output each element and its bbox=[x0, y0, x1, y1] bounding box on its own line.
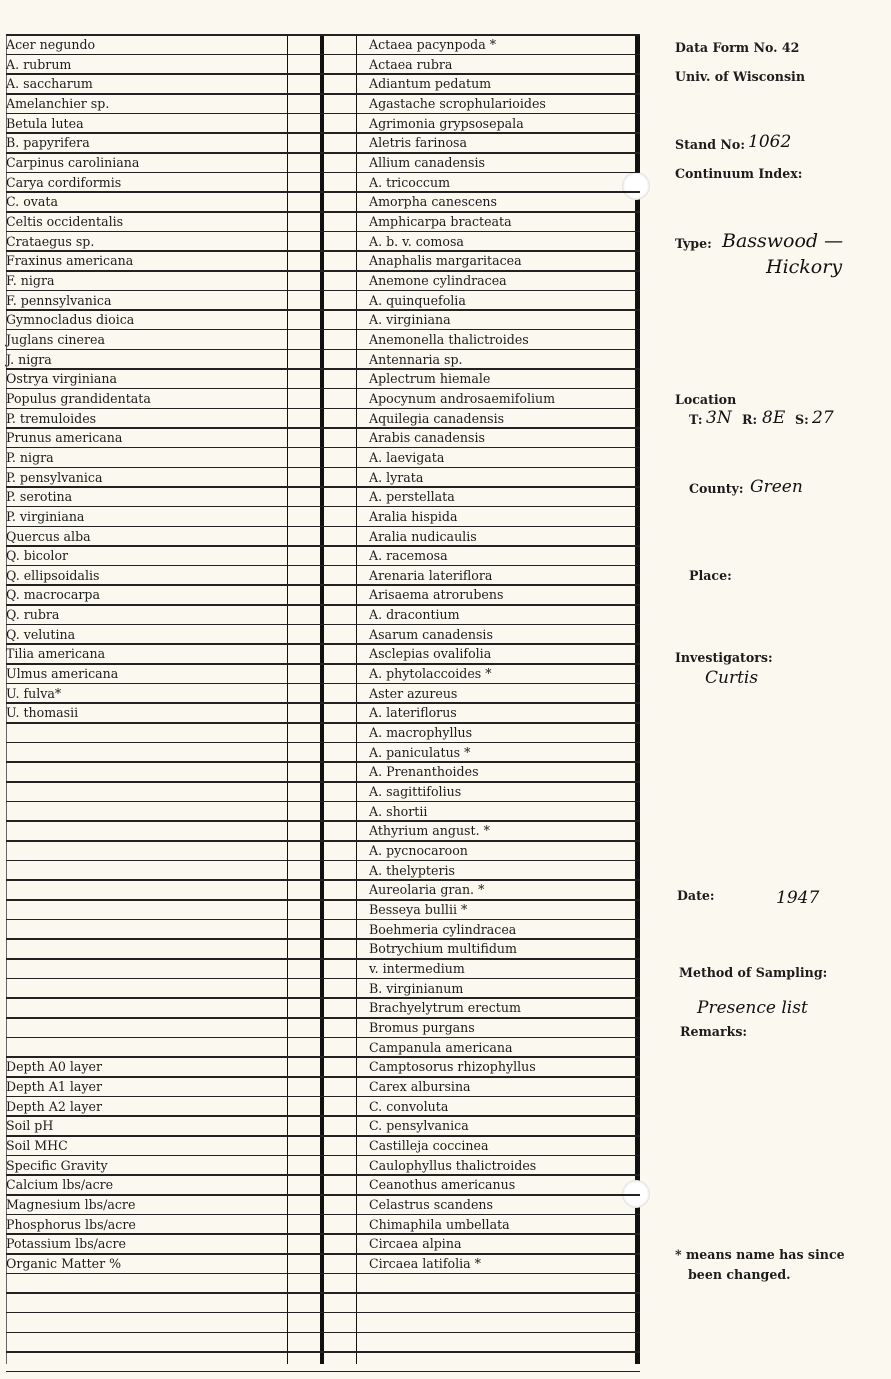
row-rule bbox=[6, 73, 640, 75]
row-rule bbox=[6, 506, 640, 508]
species-cell: Crataegus sp. bbox=[6, 233, 95, 249]
row-rule bbox=[6, 702, 640, 704]
row-rule bbox=[6, 919, 640, 921]
species-cell: Chimaphila umbellata bbox=[369, 1216, 510, 1232]
species-cell: Anemone cylindracea bbox=[369, 272, 507, 288]
data-form-number: Data Form No. 42 bbox=[675, 40, 800, 55]
species-cell: Anaphalis margaritacea bbox=[369, 253, 522, 269]
row-rule bbox=[6, 1351, 640, 1353]
row-rule bbox=[6, 781, 640, 783]
species-cell: Ulmus americana bbox=[6, 666, 119, 682]
species-cell: Juglans cinerea bbox=[6, 331, 105, 347]
species-cell: A. dracontium bbox=[369, 607, 460, 623]
species-cell: C. pensylvanica bbox=[369, 1118, 469, 1134]
species-cell: Asclepias ovalifolia bbox=[369, 646, 492, 662]
type-value-line1: Basswood — bbox=[722, 230, 844, 252]
species-cell: Gymnocladus dioica bbox=[6, 312, 135, 328]
species-cell: Actaea rubra bbox=[369, 56, 453, 72]
species-cell: A. lateriflorus bbox=[369, 705, 457, 721]
row-rule bbox=[6, 34, 640, 36]
row-rule bbox=[6, 1017, 640, 1019]
row-rule bbox=[6, 958, 640, 960]
species-cell: Arabis canadensis bbox=[369, 430, 485, 446]
species-cell: Circaea latifolia * bbox=[369, 1255, 481, 1271]
species-cell: Q. macrocarpa bbox=[6, 587, 100, 603]
species-cell: Amphicarpa bracteata bbox=[369, 213, 512, 229]
row-rule bbox=[6, 761, 640, 763]
species-cell: A. lyrata bbox=[369, 469, 424, 485]
species-cell: Carpinus caroliniana bbox=[6, 154, 140, 170]
species-cell: Asarum canadensis bbox=[369, 626, 493, 642]
row-rule bbox=[6, 997, 640, 999]
species-cell: Soil MHC bbox=[6, 1137, 68, 1153]
species-cell: Carex albursina bbox=[369, 1078, 471, 1094]
species-cell: Betula lutea bbox=[6, 115, 84, 131]
row-rule bbox=[6, 899, 640, 901]
species-cell: Arenaria lateriflora bbox=[369, 567, 493, 583]
species-cell: Apocynum androsaemifolium bbox=[369, 390, 556, 406]
date-value: 1947 bbox=[776, 888, 820, 908]
row-rule bbox=[6, 1312, 640, 1314]
species-cell: Carya cordiformis bbox=[6, 174, 122, 190]
range-value: 8E bbox=[762, 408, 786, 428]
continuum-index-label: Continuum Index: bbox=[675, 166, 803, 181]
species-cell: A. phytolaccoides * bbox=[369, 666, 492, 682]
species-cell: Tilia americana bbox=[6, 646, 106, 662]
species-cell: A. thelypteris bbox=[369, 862, 455, 878]
row-rule bbox=[6, 978, 640, 980]
species-cell: Q. bicolor bbox=[6, 548, 69, 564]
species-cell: A. saccharum bbox=[6, 76, 93, 92]
species-cell: Actaea pacynpoda * bbox=[369, 37, 497, 52]
species-cell: Allium canadensis bbox=[369, 154, 485, 170]
species-cell: U. thomasii bbox=[6, 705, 79, 721]
species-cell: A. pycnocaroon bbox=[369, 843, 468, 859]
county-label: County: bbox=[689, 481, 744, 496]
species-cell: Aureolaria gran. * bbox=[369, 882, 485, 898]
species-cell: Amorpha canescens bbox=[369, 194, 497, 210]
species-cell: F. pennsylvanica bbox=[6, 292, 112, 308]
species-cell: A. laevigata bbox=[369, 449, 445, 465]
species-cell: Organic Matter % bbox=[6, 1255, 122, 1271]
species-cell: Circaea alpina bbox=[369, 1236, 462, 1252]
species-cell: A. macrophyllus bbox=[369, 725, 473, 741]
row-rule bbox=[6, 722, 640, 724]
species-cell: P. virginiana bbox=[6, 508, 85, 524]
row-rule bbox=[6, 584, 640, 586]
species-cell: Caulophyllus thalictroides bbox=[369, 1157, 537, 1173]
species-cell: P. tremuloides bbox=[6, 410, 97, 426]
species-cell: J. nigra bbox=[6, 351, 52, 367]
species-cell: A. tricoccum bbox=[369, 174, 451, 190]
row-rule bbox=[6, 1332, 640, 1334]
species-cell: Phosphorus lbs/acre bbox=[6, 1216, 136, 1232]
species-cell: Aster azureus bbox=[369, 685, 458, 701]
species-cell: Adiantum pedatum bbox=[369, 76, 492, 92]
species-cell: Magnesium lbs/acre bbox=[6, 1196, 136, 1212]
section-value: 27 bbox=[812, 408, 834, 428]
township-value: 3N bbox=[706, 408, 732, 428]
species-cell: Arisaema atrorubens bbox=[369, 587, 504, 603]
species-cell: Boehmeria cylindracea bbox=[369, 921, 517, 937]
species-cell: Specific Gravity bbox=[6, 1157, 108, 1173]
species-cell: Fraxinus americana bbox=[6, 253, 134, 269]
species-cell: Botrychium multifidum bbox=[369, 941, 517, 957]
species-cell: U. fulva* bbox=[6, 685, 62, 701]
species-cell: Depth A1 layer bbox=[6, 1078, 103, 1094]
footnote-line1: * means name has since bbox=[675, 1247, 845, 1262]
row-rule bbox=[6, 860, 640, 862]
species-cell: Populus grandidentata bbox=[6, 390, 151, 406]
column-rule-1 bbox=[287, 34, 288, 1364]
punch-hole-top bbox=[622, 172, 650, 200]
type-label: Type: bbox=[675, 236, 712, 251]
investigators-label: Investigators: bbox=[675, 650, 773, 665]
row-rule bbox=[6, 938, 640, 940]
species-cell: Campanula americana bbox=[369, 1039, 513, 1055]
township-label: T: bbox=[689, 412, 703, 427]
stand-label: Stand No: bbox=[675, 137, 745, 152]
species-cell: A. shortii bbox=[369, 803, 428, 819]
row-rule bbox=[6, 1371, 640, 1373]
species-cell: Brachyelytrum erectum bbox=[369, 1000, 521, 1016]
species-cell: Ostrya virginiana bbox=[6, 371, 118, 387]
investigators-value: Curtis bbox=[705, 668, 759, 688]
row-rule bbox=[6, 565, 640, 567]
species-cell: Prunus americana bbox=[6, 430, 123, 446]
species-cell: Q. velutina bbox=[6, 626, 76, 642]
species-cell: A. quinquefolia bbox=[369, 292, 466, 308]
species-cell: Athyrium angust. * bbox=[369, 823, 490, 839]
species-cell: Aquilegia canadensis bbox=[369, 410, 505, 426]
row-rule bbox=[6, 132, 640, 134]
species-cell: C. ovata bbox=[6, 194, 58, 210]
species-cell: Aplectrum hiemale bbox=[369, 371, 491, 387]
species-cell: v. intermedium bbox=[369, 961, 465, 977]
species-cell: P. nigra bbox=[6, 449, 54, 465]
row-rule bbox=[6, 54, 640, 56]
row-rule bbox=[6, 1292, 640, 1294]
species-cell: P. serotina bbox=[6, 489, 73, 505]
row-rule bbox=[6, 545, 640, 547]
row-rule bbox=[6, 1135, 640, 1137]
species-cell: A. rubrum bbox=[6, 56, 72, 72]
species-cell: Potassium lbs/acre bbox=[6, 1236, 126, 1252]
species-cell: Soil pH bbox=[6, 1118, 54, 1134]
species-cell: Celastrus scandens bbox=[369, 1196, 493, 1212]
species-cell: Agrimonia grypsosepala bbox=[369, 115, 524, 131]
species-cell: Antennaria sp. bbox=[369, 351, 463, 367]
species-cell: B. papyrifera bbox=[6, 135, 90, 151]
date-label: Date: bbox=[677, 888, 715, 903]
row-rule bbox=[6, 879, 640, 881]
species-cell: Depth A0 layer bbox=[6, 1059, 103, 1075]
place-label: Place: bbox=[689, 568, 732, 583]
species-cell: A. sagittifolius bbox=[369, 784, 462, 800]
species-cell: A. b. v. comosa bbox=[369, 233, 464, 249]
species-cell: B. virginianum bbox=[369, 980, 464, 996]
species-cell: Q. rubra bbox=[6, 607, 60, 623]
species-cell: Amelanchier sp. bbox=[6, 95, 110, 111]
section-label: S: bbox=[795, 412, 809, 427]
species-cell: Aletris farinosa bbox=[369, 135, 468, 151]
row-rule bbox=[6, 820, 640, 822]
column-rule-2 bbox=[320, 34, 324, 1364]
type-value-line2: Hickory bbox=[766, 256, 843, 278]
species-cell: Bromus purgans bbox=[369, 1020, 475, 1035]
species-cell: C. convoluta bbox=[369, 1098, 449, 1114]
species-cell: Ceanothus americanus bbox=[369, 1177, 516, 1193]
column-rule-3 bbox=[356, 34, 357, 1364]
species-cell: A. Prenanthoides bbox=[369, 764, 479, 780]
species-cell: Besseya bullii * bbox=[369, 902, 468, 918]
species-cell: A. perstellata bbox=[369, 489, 455, 505]
species-cell: Aralia nudicaulis bbox=[369, 528, 477, 544]
species-cell: Anemonella thalictroides bbox=[369, 331, 529, 347]
species-cell: Castilleja coccinea bbox=[369, 1137, 489, 1153]
species-cell: Q. ellipsoidalis bbox=[6, 567, 100, 583]
university-name: Univ. of Wisconsin bbox=[675, 69, 805, 84]
species-cell: Quercus alba bbox=[6, 528, 91, 544]
location-label: Location bbox=[675, 392, 737, 407]
range-label: R: bbox=[742, 412, 758, 427]
species-cell: A. paniculatus * bbox=[369, 744, 471, 760]
row-rule bbox=[6, 1037, 640, 1039]
stand-value: 1062 bbox=[748, 132, 792, 152]
species-cell: Aralia hispida bbox=[369, 508, 458, 524]
species-cell: Agastache scrophularioides bbox=[369, 95, 546, 111]
species-cell: Depth A2 layer bbox=[6, 1098, 103, 1114]
row-rule bbox=[6, 840, 640, 842]
row-rule bbox=[6, 801, 640, 803]
species-cell: A. racemosa bbox=[369, 548, 448, 564]
species-cell: Celtis occidentalis bbox=[6, 213, 124, 229]
row-rule bbox=[6, 624, 640, 626]
method-of-sampling-value: Presence list bbox=[697, 998, 808, 1018]
row-rule bbox=[6, 526, 640, 528]
row-rule bbox=[6, 742, 640, 744]
column-rule-4 bbox=[635, 34, 640, 1364]
species-cell: Camptosorus rhizophyllus bbox=[369, 1059, 536, 1075]
county-value: Green bbox=[750, 477, 803, 497]
species-cell: F. nigra bbox=[6, 272, 55, 288]
species-cell: A. virginiana bbox=[369, 312, 451, 328]
footnote-line2: been changed. bbox=[688, 1267, 791, 1282]
method-of-sampling-label: Method of Sampling: bbox=[679, 965, 828, 980]
species-cell: Calcium lbs/acre bbox=[6, 1177, 114, 1193]
species-cell: Acer negundo bbox=[6, 37, 96, 52]
species-cell: P. pensylvanica bbox=[6, 469, 103, 485]
remarks-label: Remarks: bbox=[680, 1024, 748, 1039]
row-rule bbox=[6, 604, 640, 606]
